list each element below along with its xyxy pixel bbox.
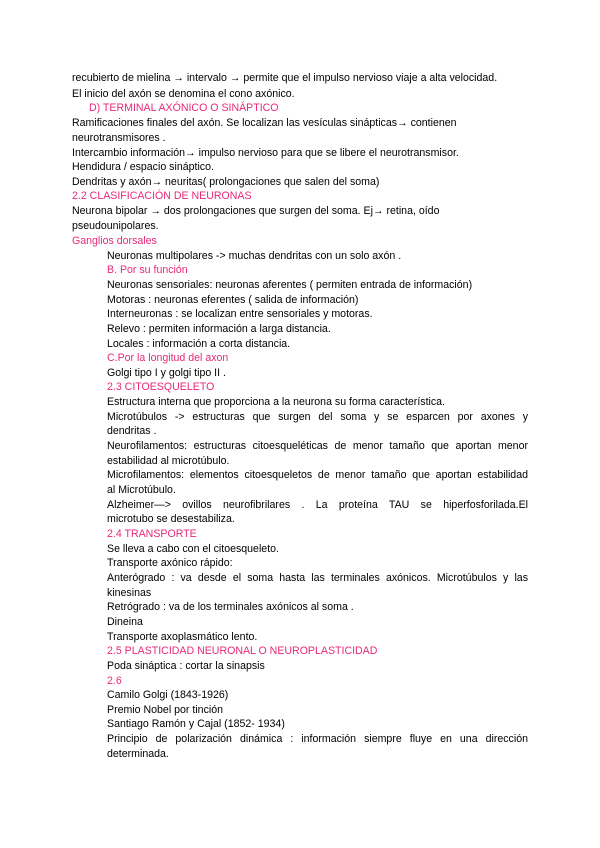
text-line: determinada. [107,748,169,760]
text-line: Dendritas y axón→ neuritas( prolongaciones que salen del soma) [72,176,380,188]
text-line: Motoras : neuronas eferentes ( salida de información) [107,294,359,306]
section-heading: 2.6 [107,675,122,687]
text-line: Estructura interna que proporciona a la neurona su forma característica. [107,396,446,408]
text-line: Se lleva a cabo con el citoesqueleto. [107,543,279,555]
text-line: pseudounipolares. [72,220,159,232]
text-line: estabilidad al microtúbulo. [107,455,230,467]
text-line: Anterógrado : va desde el soma hasta las terminales axónicos. Microtúbulos y las [107,572,528,584]
text-line: Santiago Ramón y Cajal (1852- 1934) [107,718,285,730]
text-line: Hendidura / espacio sináptico. [72,161,214,173]
text-line: Ramificaciones finales del axón. Se localizan las vesículas sinápticas→ contienen [72,117,457,129]
text-line: microtubo se desestabiliza. [107,513,235,525]
text-line: dendritas . [107,425,157,437]
text-line: Interneuronas : se localizan entre sensoriales y motoras. [107,308,373,320]
text-line: Neuronas multipolares -> muchas dendritas con un solo axón . [107,250,402,262]
text-line: Principio de polarización dinámica : información siempre fluye en una dirección [107,733,528,745]
text-line: Relevo : permiten información a larga distancia. [107,323,331,335]
text-line: Camilo Golgi (1843-1926) [107,689,229,701]
section-heading: 2.3 CITOESQUELETO [107,381,215,393]
text-line: al Microtúbulo. [107,484,176,496]
text-line: Retrógrado : va de los terminales axónicos al soma . [107,601,354,613]
text-line: neurotransmisores . [72,132,166,144]
text-line: kinesinas [107,587,152,599]
text-line: Microtúbulos -> estructuras que surgen del soma y se esparcen por axones y [107,411,528,423]
text-line: Locales : información a corta distancia. [107,338,291,350]
text-line: Transporte axónico rápido: [107,557,233,569]
text-line: Transporte axoplasmático lento. [107,631,258,643]
text-line: Neurofilamentos: estructuras citoesqueléticas de menor tamaño que aportan menor [107,440,528,452]
section-heading: C.Por la longitud del axon [107,352,229,364]
text-line: Golgi tipo I y golgi tipo II . [107,367,226,379]
text-line: Neurona bipolar → dos prolongaciones que surgen del soma. Ej→ retina, oído [72,205,440,217]
section-heading: 2.5 PLASTICIDAD NEURONAL O NEUROPLASTICIDAD [107,645,378,657]
text-line: Neuronas sensoriales: neuronas aferentes ( permiten entrada de información) [107,279,473,291]
text-line: Dineina [107,616,143,628]
text-line: Intercambio información→ impulso nervioso para que se libere el neurotransmisor. [72,147,459,159]
text-line: Poda sináptica : cortar la sinapsis [107,660,265,672]
section-heading: D) TERMINAL AXÓNICO O SINÁPTICO [89,102,279,114]
section-heading: Ganglios dorsales [72,235,157,247]
text-line: Premio Nobel por tinción [107,704,223,716]
section-heading: 2.2 CLASIFICACIÓN DE NEURONAS [72,190,252,202]
section-heading: B. Por su función [107,264,188,276]
section-heading: 2.4 TRANSPORTE [107,528,197,540]
text-line: Microfilamentos: elementos citoesqueletos de menor tamaño que aportan estabilidad [107,469,528,481]
text-line: Alzheimer—> ovillos neurofibrilares . La proteína TAU se hiperfosforilada.El [107,499,528,511]
text-line: recubierto de mielina → intervalo → permite que el impulso nervioso viaje a alta velocidad. [72,72,498,84]
text-line: El inicio del axón se denomina el cono axónico. [72,88,295,100]
